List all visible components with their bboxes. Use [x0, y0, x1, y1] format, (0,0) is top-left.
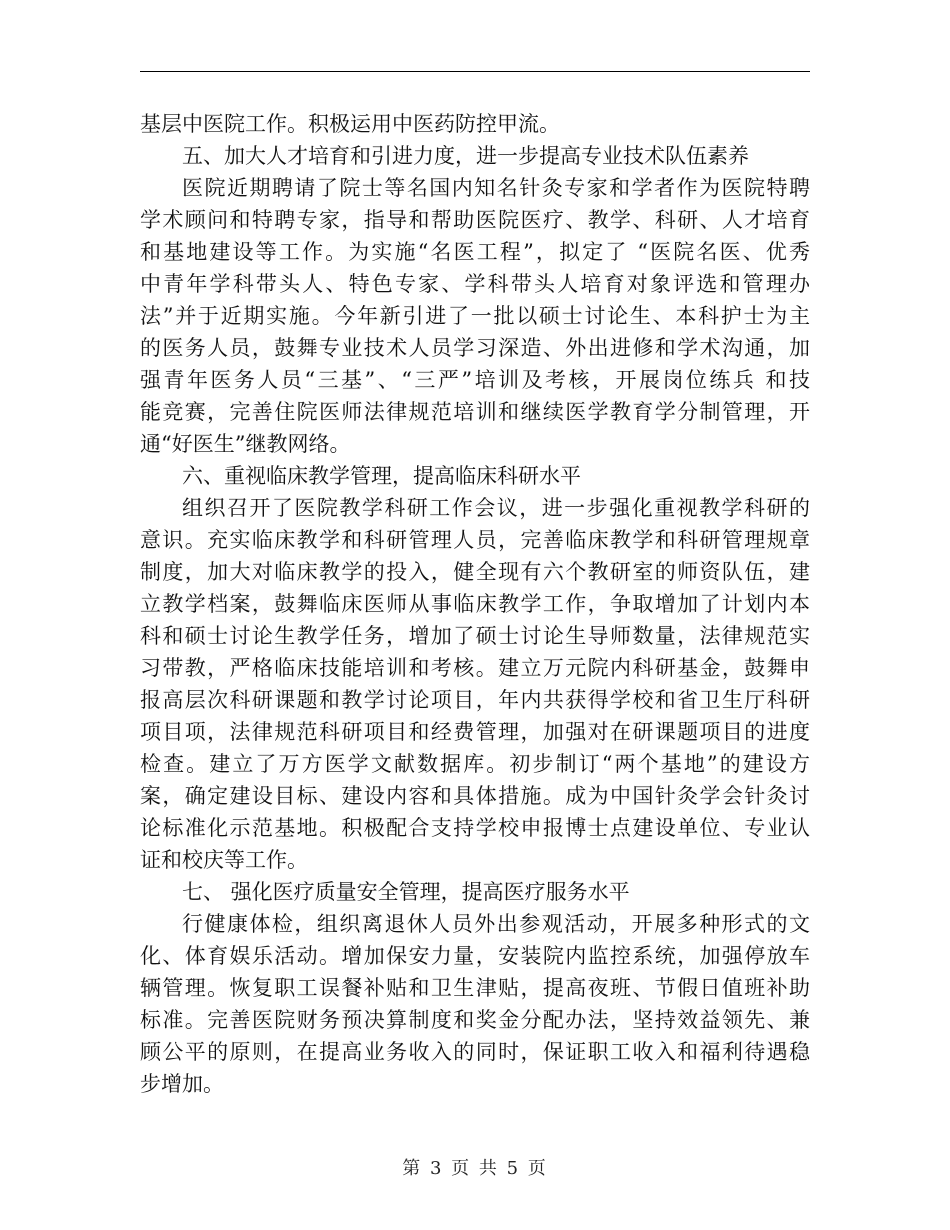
text-line: 立教学档案，鼓舞临床医师从事临床教学工作，争取增加了计划内本 — [140, 592, 810, 616]
text-line: 能竞赛，完善住院医师法律规范培训和继续医学教育学分制管理，开 — [140, 400, 810, 424]
text-line: 七、 强化医疗质量安全管理，提高医疗服务水平 — [182, 880, 630, 904]
text-line: 论标准化示范基地。积极配合支持学校申报博士点建设单位、专业认 — [140, 816, 810, 840]
text-line: 报高层次科研课题和教学讨论项目，年内共获得学校和省卫生厅科研 — [140, 688, 810, 712]
text-line: 强青年医务人员“三基”、“三严”培训及考核，开展岗位练兵 和技 — [140, 368, 810, 392]
text-line: 检查。建立了万方医学文献数据库。初步制订“两个基地”的建设方 — [140, 752, 810, 776]
text-line: 项目项，法律规范科研项目和经费管理，加强对在研课题项目的进度 — [140, 720, 810, 744]
text-line: 学术顾问和特聘专家，指导和帮助医院医疗、教学、科研、人才培育 — [140, 208, 810, 232]
text-line: 的医务人员，鼓舞专业技术人员学习深造、外出进修和学术沟通，加 — [140, 336, 810, 360]
text-line: 制度，加大对临床教学的投入，健全现有六个教研室的师资队伍，建 — [140, 560, 810, 584]
text-line: 医院近期聘请了院士等名国内知名针灸专家和学者作为医院特聘 — [182, 176, 810, 200]
text-line: 步增加。 — [140, 1072, 224, 1096]
text-line: 辆管理。恢复职工误餐补贴和卫生津贴，提高夜班、节假日值班补助 — [140, 976, 810, 1000]
text-line: 意识。充实临床教学和科研管理人员，完善临床教学和科研管理规章 — [140, 528, 810, 552]
text-line: 证和校庆等工作。 — [140, 848, 308, 872]
text-line: 通“好医生”继教网络。 — [140, 432, 351, 456]
text-line: 基层中医院工作。积极运用中医药防控甲流。 — [140, 112, 560, 136]
text-line: 六、重视临床教学管理，提高临床科研水平 — [182, 464, 581, 488]
text-line: 化、体育娱乐活动。增加保安力量，安装院内监控系统，加强停放车 — [140, 944, 810, 968]
text-line: 案，确定建设目标、建设内容和具体措施。成为中国针灸学会针灸讨 — [140, 784, 810, 808]
page-footer: 第 3 页 共 5 页 — [402, 1158, 548, 1179]
text-line: 顾公平的原则，在提高业务收入的同时，保证职工收入和福利待遇稳 — [140, 1040, 810, 1064]
header-rule — [140, 71, 810, 72]
text-line: 和基地建设等工作。为实施“名医工程”，拟定了 “医院名医、优秀 — [140, 240, 810, 264]
text-line: 法”并于近期实施。今年新引进了一批以硕士讨论生、本科护士为主 — [140, 304, 810, 328]
text-line: 标准。完善医院财务预决算制度和奖金分配办法，坚持效益领先、兼 — [140, 1008, 810, 1032]
text-line: 习带教，严格临床技能培训和考核。建立万元院内科研基金，鼓舞申 — [140, 656, 810, 680]
text-line: 科和硕士讨论生教学任务，增加了硕士讨论生导师数量，法律规范实 — [140, 624, 810, 648]
text-line: 中青年学科带头人、特色专家、学科带头人培育对象评选和管理办 — [140, 272, 810, 296]
text-line: 组织召开了医院教学科研工作会议，进一步强化重视教学科研的 — [182, 496, 810, 520]
text-line: 五、加大人才培育和引进力度，进一步提高专业技术队伍素养 — [182, 144, 749, 168]
text-line: 行健康体检，组织离退休人员外出参观活动，开展多种形式的文 — [182, 912, 810, 936]
document-body — [140, 108, 810, 1100]
